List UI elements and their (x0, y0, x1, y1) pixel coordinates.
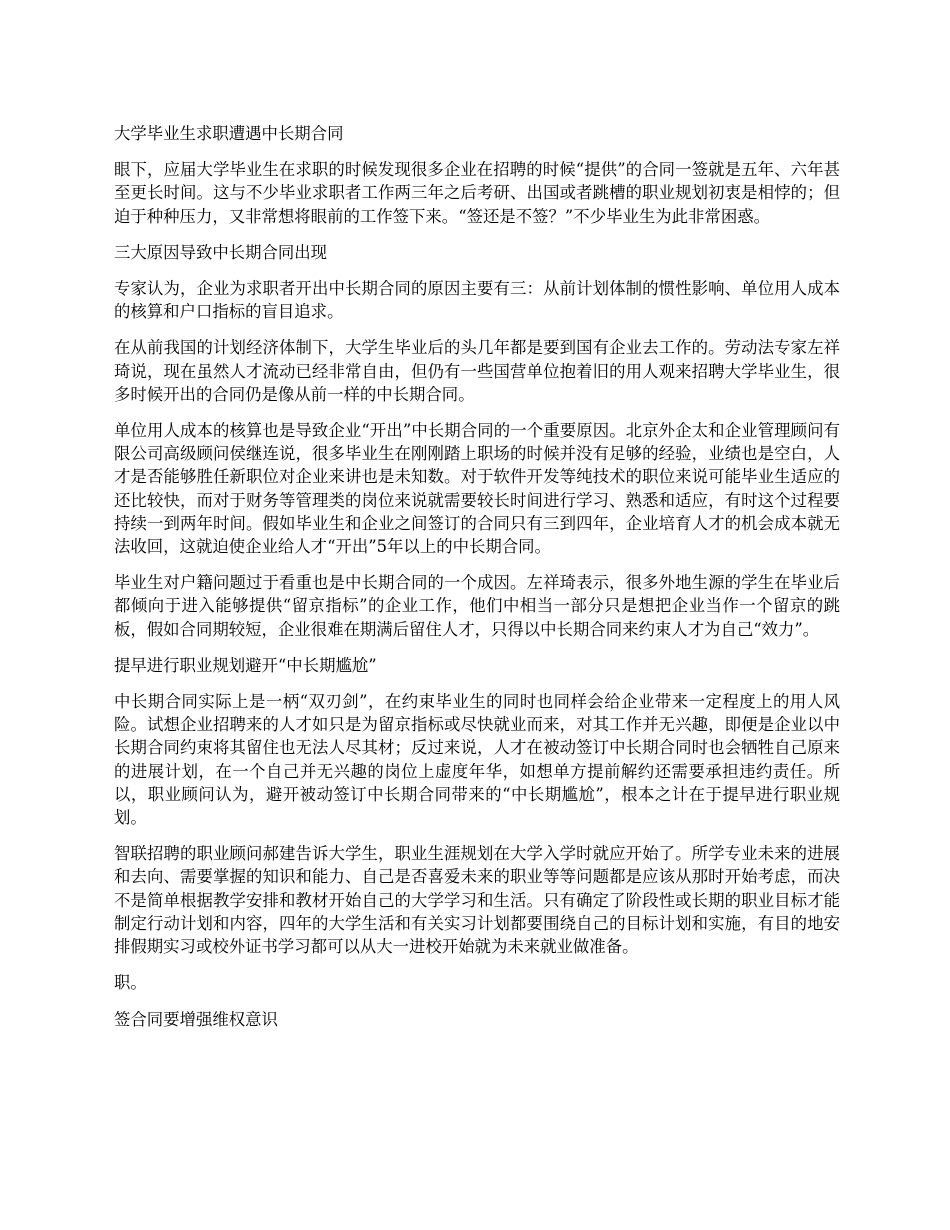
section-heading-three-reasons: 三大原因导致中长期合同出现 (114, 242, 328, 262)
document-title: 大学毕业生求职遭遇中长期合同 (114, 124, 344, 143)
paragraph-planned-economy: 在从前我国的计划经济体制下，大学生毕业后的头几年都是要到国有企业去工作的。劳动法专家左祥琦说，现在虽然人才流动已经非常自由，但仍有一些国营单位抱着旧的用人观来招聘大学毕业生，很多时候开出的合同仍是像从前一样的中长期合同。 (114, 338, 840, 404)
paragraph-expert-view: 专家认为，企业为求职者开出中长期合同的原因主要有三：从前计划体制的惯性影响、单位用人成本的核算和户口指标的盲目追求。 (114, 279, 840, 322)
document-body (114, 122, 840, 1044)
section-heading-career-planning: 提早进行职业规划避开“中长期尴尬” (114, 655, 377, 675)
paragraph-intro: 眼下，应届大学毕业生在求职的时候发现很多企业在招聘的时候“提供”的合同一签就是五年、六年甚至更长时间。这与不少毕业求职者工作两三年之后考研、出国或者跳槽的职业规划初衷是相悖的；但迫于种种压力，又非常想将眼前的工作签下来。“签还是不签？”不少毕业生为此非常困惑。 (114, 160, 840, 226)
section-heading-rights: 签合同要增强维权意识 (114, 1009, 278, 1029)
paragraph-employment-cost: 单位用人成本的核算也是导致企业“开出”中长期合同的一个重要原因。北京外企太和企业管理顾问有限公司高级顾问侯继连说，很多毕业生在刚刚踏上职场的时候并没有足够的经验，业绩也是空白，人才是否能够胜任新职位对企业来讲也是未知数。对于软件开发等纯技术的职位来说可能毕业生适应的还比较快，而对于财务等管理类的岗位来说就需要较长时间进行学习、熟悉和适应，有时这个过程要持续一到两年时间。假如毕业生和企业之间签订的合同只有三到四年，企业培育人才的机会成本就无法收回，这就迫使企业给人才“开出”5年以上的中长期合同。 (114, 421, 840, 557)
paragraph-career-advice: 智联招聘的职业顾问郝建告诉大学生，职业生涯规划在大学入学时就应开始了。所学专业未来的进展和去向、需要掌握的知识和能力、自己是否喜爱未来的职业等等问题都是应该从那时开始考虑，而决不是简单根据教学安排和教材开始自己的大学学习和生活。只有确定了阶段性或长期的职业目标才能制定行动计划和内容，四年的大学生活和有关实习计划都要围绕自己的目标计划和实施，有目的地安排假期实习或校外证书学习都可以从大一进校开始就为未来就业做准备。 (114, 844, 840, 957)
paragraph-fragment: 职。 (114, 973, 147, 993)
paragraph-hukou: 毕业生对户籍问题过于看重也是中长期合同的一个成因。左祥琦表示，很多外地生源的学生在毕业后都倾向于进入能够提供“留京指标”的企业工作，他们中相当一部分只是想把企业当作一个留京的跳板，假如合同期较短，企业很难在期满后留住人才，只得以中长期合同来约束人才为自己“效力”。 (114, 573, 840, 639)
paragraph-double-edged-sword: 中长期合同实际上是一柄“双刃剑”，在约束毕业生的同时也同样会给企业带来一定程度上的用人风险。试想企业招聘来的人才如只是为留京指标或尽快就业而来，对其工作并无兴趣，即便是企业以中长期合同约束将其留住也无法人尽其材；反过来说，人才在被动签订中长期合同时也会牺牲自己原来的进展计划，在一个自己并无兴趣的岗位上虚度年华，如想单方提前解约还需要承担违约责任。所以，职业顾问认为，避开被动签订中长期合同带来的“中长期尴尬”，根本之计在于提早进行职业规划。 (114, 692, 840, 828)
